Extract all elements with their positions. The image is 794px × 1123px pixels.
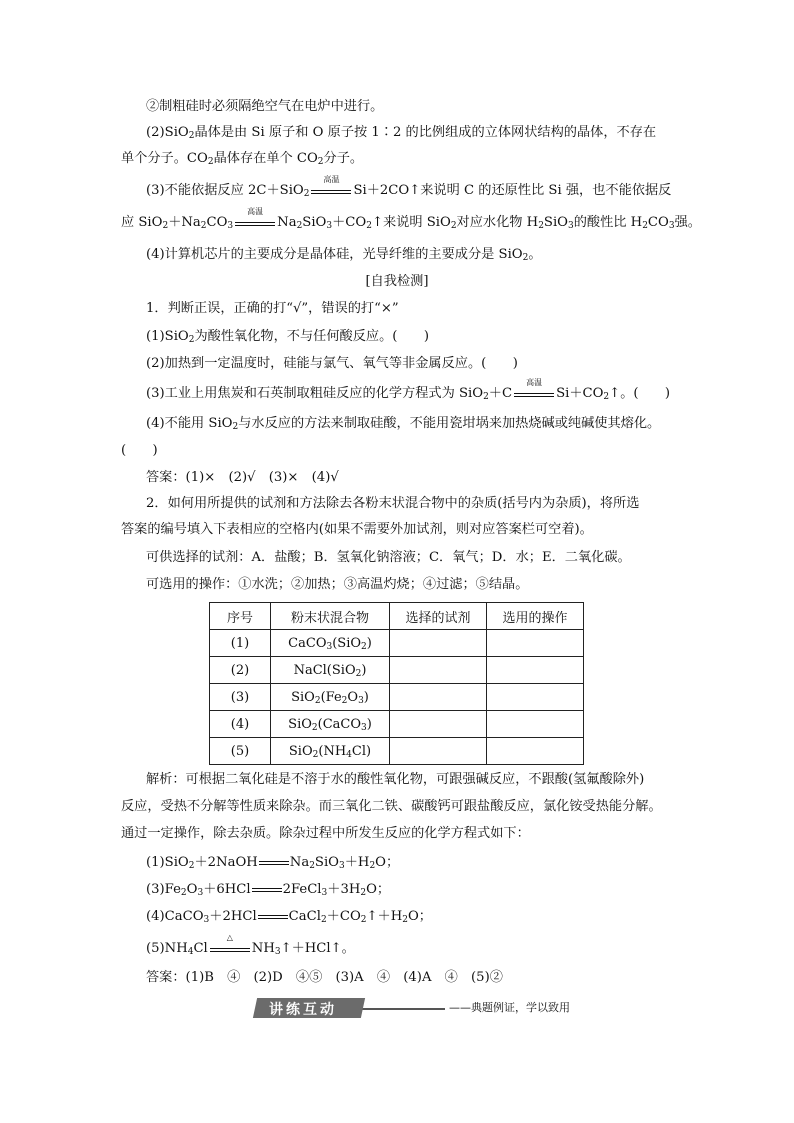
row-number: (3) <box>210 684 271 711</box>
question-1-stem: 1．判断正误，正确的打“√”，错误的打“×” <box>146 301 399 316</box>
question-1-item-4: (4)不能用 SiO$_2$与水反应的方法来制取硅酸，不能用瓷坩埚来加热烧碱或纯碱使其熔化。 <box>146 416 661 432</box>
equation-3: $(3)Fe_2O_3+6HCl$ $2FeCl_3+3H_2O$； <box>146 882 391 898</box>
question-1-item-2: (2)加热到一定温度时，硅能与氯气、氧气等非金属反应。( ) <box>146 356 518 371</box>
operation-answer-cell[interactable] <box>487 657 584 684</box>
table-header-cell: 选用的操作 <box>487 603 584 630</box>
analysis-line1: 解析：可根据二氧化硅是不溶于水的酸性氧化物，可跟强碱反应，不跟酸(氢氟酸除外) <box>146 772 645 787</box>
mixture-cell: $SiO_2(NH_4Cl)$ <box>271 738 390 765</box>
row-number: (1) <box>210 630 271 657</box>
mixture-cell: NaCl(SiO$_2$) <box>271 657 390 684</box>
section-banner <box>255 997 570 1019</box>
table-row <box>210 657 584 684</box>
mixture-cell: CaCO$_3$(SiO$_2$) <box>271 630 390 657</box>
question-2-stem-line1: 2．如何用所提供的试剂和方法除去各粉末状混合物中的杂质(括号内为杂质)，将所选 <box>146 496 640 511</box>
mixture-cell: $SiO_2(Fe_2O_3)$ <box>271 684 390 711</box>
operation-list: 可选用的操作：①水洗；②加热；③高温灼烧；④过滤；⑤结晶。 <box>146 577 529 592</box>
equals-sign <box>259 858 289 868</box>
note-5: (4)计算机芯片的主要成分是晶体硅，光导纤维的主要成分是 SiO$_2$。 <box>146 247 542 263</box>
note-4-line1: (3)不能依据反应 2C＋SiO$_2$ 高温 Si＋2CO↑来说明 C 的还原性比 Si 强，也不能依据反 <box>146 174 672 199</box>
row-number: (4) <box>210 711 271 738</box>
reaction-condition-arrow: 高温 <box>514 387 554 401</box>
row-number: (2) <box>210 657 271 684</box>
heating-condition-arrow: △ <box>210 942 250 956</box>
question-1-item-3: (3)工业上用焦炭和石英制取粗硅反应的化学方程式为 SiO$_2$＋C 高温 $Si+CO_2↑$。( ) <box>146 377 671 402</box>
note-2: ②制粗硅时必须隔绝空气在电炉中进行。 <box>146 99 384 114</box>
equation-5: $(5)NH_4Cl$ △ $NH_3↑+HCl↑$。 <box>146 932 355 957</box>
table-header-cell: 选择的试剂 <box>390 603 487 630</box>
question-1-answer: 答案：(1)× (2)√ (3)× (4)√ <box>146 470 339 485</box>
equals-sign <box>258 912 288 922</box>
equation-1: (1)SiO$_2$＋2NaOH $Na_2SiO_3+H_2O$； <box>146 855 400 871</box>
row-number: (5) <box>210 738 271 765</box>
table-row <box>210 630 584 657</box>
table-header-cell: 粉末状混合物 <box>271 603 390 630</box>
reagent-answer-cell[interactable] <box>390 711 487 738</box>
equation-4: (4)CaCO$_3$＋2HCl $CaCl_2+CO_2↑+H_2O$； <box>146 909 432 925</box>
question-1-item-1: (1)SiO$_2$为酸性氧化物，不与任何酸反应。( ) <box>146 329 429 345</box>
reagent-list: 可供选择的试剂：A．盐酸；B．氢氧化钠溶液；C．氧气；D．水；E．二氧化碳。 <box>146 550 631 565</box>
reagent-answer-cell[interactable] <box>390 657 487 684</box>
note-3-line2: 单个分子。$CO_2$晶体存在单个 $CO_2$分子。 <box>121 151 364 167</box>
question-2-answer: 答案：(1)B ④ (2)D ④⑤ (3)A ④ (4)A ④ (5)② <box>146 970 503 985</box>
reagent-answer-cell[interactable] <box>390 630 487 657</box>
table-header-cell: 序号 <box>210 603 271 630</box>
operation-answer-cell[interactable] <box>487 711 584 738</box>
equals-sign <box>252 885 282 895</box>
note-4-line2: 应 $SiO_2+Na_2CO_3$ 高温 $Na_2SiO_3+CO_2↑$来说明 SiO$_2$对应水化物 $H_2SiO_3$的酸性比 $H_2CO_3$强。 <box>121 206 701 231</box>
reaction-condition-arrow: 高温 <box>235 216 275 230</box>
table-row <box>210 711 584 738</box>
note-3-line1: (2)SiO$_2$晶体是由 Si 原子和 O 原子按 1∶2 的比例组成的立体网状结构的晶体，不存在 <box>146 125 657 141</box>
question-1-item-4-bracket: ( ) <box>121 443 158 458</box>
question-2-stem-line2: 答案的编号填入下表相应的空格内(如果不需要外加试剂，则对应答案栏可空着)。 <box>121 522 593 537</box>
mixture-table <box>209 602 584 765</box>
mixture-cell: SiO$_2$(CaCO$_3$) <box>271 711 390 738</box>
operation-answer-cell[interactable] <box>487 630 584 657</box>
reagent-answer-cell[interactable] <box>390 684 487 711</box>
operation-answer-cell[interactable] <box>487 684 584 711</box>
table-header-row <box>210 603 584 630</box>
table-row <box>210 738 584 765</box>
reagent-answer-cell[interactable] <box>390 738 487 765</box>
reaction-condition-arrow: 高温 <box>311 184 351 198</box>
section-title: [自我检测] <box>365 274 429 289</box>
table-row <box>210 684 584 711</box>
analysis-line3: 通过一定操作，除去杂质。除杂过程中所发生反应的化学方程式如下： <box>121 826 530 841</box>
banner-subtitle: ——典题例证，学以致用 <box>445 999 570 1015</box>
operation-answer-cell[interactable] <box>487 738 584 765</box>
banner-tag-label: 讲练互动 <box>269 1002 337 1018</box>
analysis-line2: 反应，受热不分解等性质来除杂。而三氧化二铁、碳酸钙可跟盐酸反应，氯化铵受热能分解。 <box>121 799 662 814</box>
